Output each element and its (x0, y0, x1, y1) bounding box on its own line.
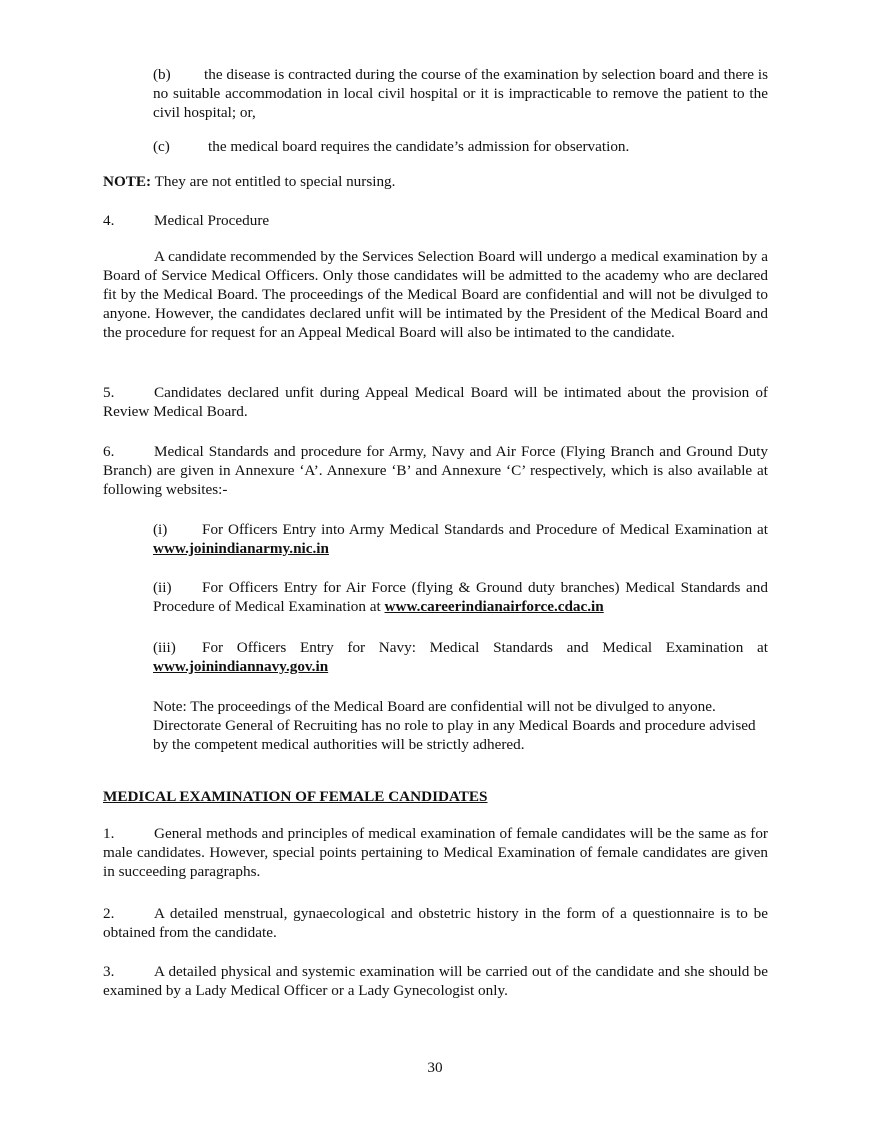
section-4-heading (103, 211, 768, 230)
website-item-i-number: (i) (153, 521, 168, 538)
section-4-text: A candidate recommended by the Services Selection Board will undergo a medical examination by a Board of Service Medical Officers. Only those candidates will be admitted to the academy who are declared fit by the Medical Board. The proceedings of the Medical Board are confidential and will not be divulged to anyone. However, the candidates declared unfit will be intimated by the President of the Medical Board and the procedure for request for an Appeal Medical Board will also be intimated to the candidate. (103, 248, 768, 341)
navy-website-link[interactable]: www.joinindiannavy.gov.in (153, 658, 329, 675)
section-6-number: 6. (103, 443, 115, 460)
website-item-ii-text: For Officers Entry for Air Force (flying & Ground duty branches) Medical Standards and Procedure of Medical Examination at (153, 579, 768, 615)
website-item-ii-number: (ii) (153, 579, 172, 596)
female-para-2 (103, 904, 768, 942)
female-para-2-text: A detailed menstrual, gynaecological and obstetric history in the form of a questionnaire is to be obtained from the candidate. (103, 905, 768, 941)
section-4-number: 4. (103, 212, 115, 229)
note-text: They are not entitled to special nursing. (151, 173, 396, 190)
female-para-1-text: General methods and principles of medical examination of female candidates will be the same as for male candidates. However, special points pertaining to Medical Examination of female candidates are given in succeeding paragraphs. (103, 825, 768, 880)
female-para-3 (103, 962, 768, 1000)
female-para-3-number: 3. (103, 963, 115, 980)
female-para-3-text: A detailed physical and systemic examination will be carried out of the candidate and she should be examined by a Lady Medical Officer or a Lady Gynecologist only. (103, 963, 768, 999)
item-b-number: (b) (153, 66, 171, 83)
section-4-title: Medical Procedure (154, 212, 270, 229)
item-b (153, 65, 768, 122)
website-item-ii (153, 578, 768, 616)
item-c-number: (c) (153, 138, 170, 155)
item-c (153, 137, 768, 156)
website-item-i-text: For Officers Entry into Army Medical Standards and Procedure of Medical Examination at (202, 521, 768, 538)
section-5-text: Candidates declared unfit during Appeal Medical Board will be intimated about the provision of Review Medical Board. (103, 384, 768, 420)
female-para-2-number: 2. (103, 905, 115, 922)
section-6-text: Medical Standards and procedure for Army, Navy and Air Force (Flying Branch and Ground Duty Branch) are given in Annexure ‘A’. Annexure ‘B’ and Annexure ‘C’ respectively, which is also available at following websites:- (103, 443, 768, 498)
army-website-link[interactable]: www.joinindianarmy.nic.in (153, 540, 329, 557)
section-5-number: 5. (103, 384, 115, 401)
website-item-iii-number: (iii) (153, 639, 176, 656)
female-candidates-heading: MEDICAL EXAMINATION OF FEMALE CANDIDATES (103, 788, 488, 805)
website-item-iii-text: For Officers Entry for Navy: Medical Standards and Medical Examination at (202, 639, 768, 656)
item-c-text: the medical board requires the candidate’s admission for observation. (208, 138, 630, 155)
section-6 (103, 442, 768, 499)
website-item-i (153, 520, 768, 558)
section-5 (103, 383, 768, 421)
medical-board-note: Note: The proceedings of the Medical Board are confidential will not be divulged to anyone. Directorate General of Recruiting has no role to play in any Medical Boards and procedure advised by the competent medical authorities will be strictly adhered. (153, 698, 756, 753)
female-para-1-number: 1. (103, 825, 115, 842)
note-label: NOTE: (103, 173, 152, 190)
page-number: 30 (427, 1059, 443, 1076)
item-b-text: the disease is contracted during the course of the examination by selection board and there is no suitable accommodation in local civil hospital or it is impracticable to remove the patient to the civil hospital; or, (153, 66, 768, 121)
airforce-website-link[interactable]: www.careerindianairforce.cdac.in (384, 598, 604, 615)
female-para-1 (103, 824, 768, 881)
note-special-nursing (103, 172, 768, 191)
website-item-iii (153, 638, 768, 676)
